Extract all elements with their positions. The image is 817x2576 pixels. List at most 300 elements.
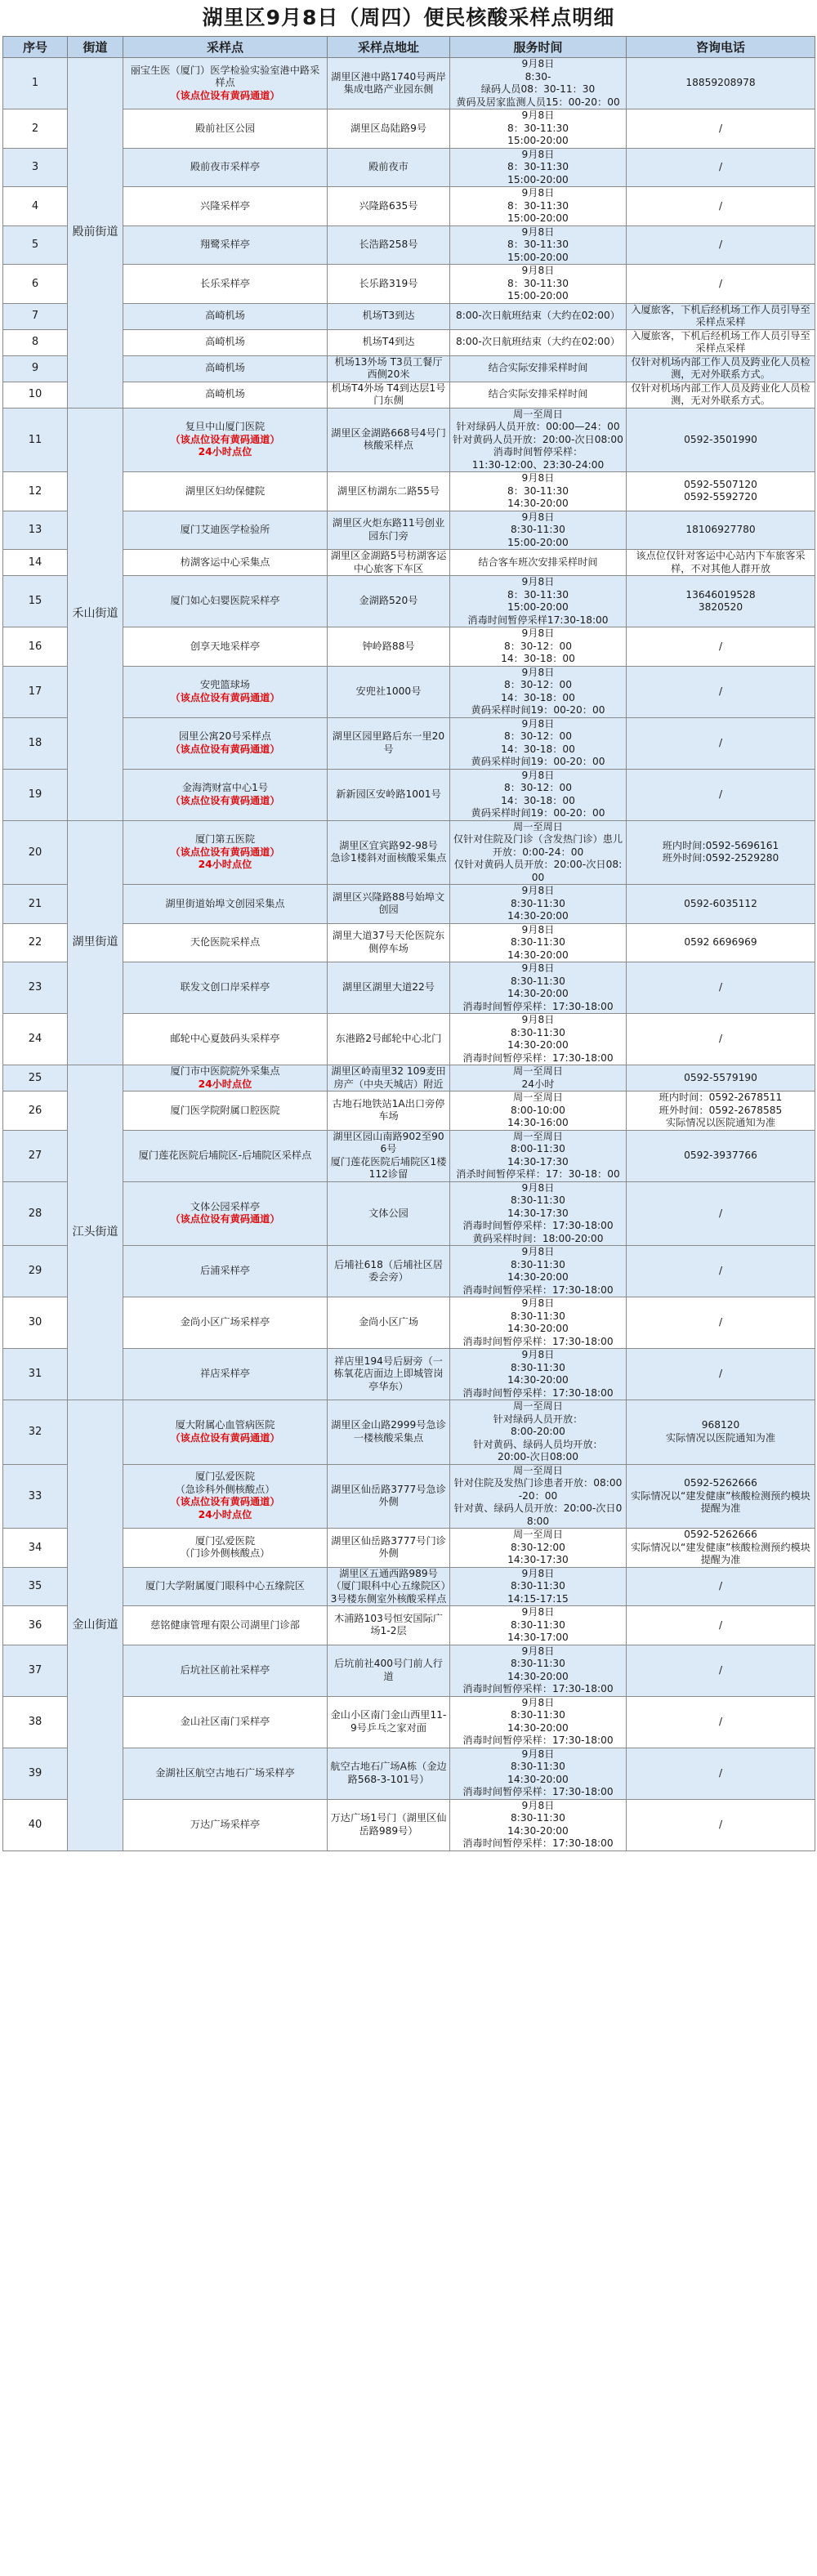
- cell-line: 金山小区南门金山西里11-9号乒乓之家对面: [330, 1709, 447, 1734]
- site-cell: [123, 1065, 328, 1092]
- site-cell: [123, 1748, 328, 1799]
- cell-line: 15:00-20:00: [507, 173, 569, 185]
- table-row: [3, 382, 815, 408]
- cell-line: 8：30-11:30: [507, 239, 569, 250]
- yellow-code-notice: （该点位设有黄码通道）: [170, 1496, 280, 1508]
- row-number: 5: [3, 225, 68, 265]
- address-cell: [328, 1349, 450, 1400]
- table-row: [3, 717, 815, 769]
- phone-cell: [627, 962, 815, 1014]
- cell-line: /: [718, 1663, 723, 1676]
- cell-line: 黄码采样时间：18:00-20:00: [472, 1232, 604, 1244]
- cell-line: 13646019528: [685, 588, 756, 600]
- cell-line: 8:30-11:30: [511, 1618, 565, 1631]
- service-time-cell: [450, 1696, 627, 1748]
- address-cell: [328, 1246, 450, 1297]
- cell-line: /: [718, 788, 723, 800]
- cell-line: 航空古地石广场A栋（金边路568-3-101号）: [330, 1761, 447, 1785]
- cell-line: /: [718, 1207, 723, 1219]
- row-number: 6: [3, 265, 68, 304]
- cell-line: /: [718, 685, 723, 697]
- cell-line: 急诊1楼斜对面核酸采集点: [330, 852, 447, 864]
- cell-line: 安兜篮球场: [200, 679, 250, 690]
- table-row: [3, 1400, 815, 1465]
- cell-line: 0592-5262666: [684, 1477, 757, 1489]
- cell-line: 长乐采样亭: [200, 277, 250, 289]
- cell-line: 18106927780: [685, 524, 756, 535]
- service-time-cell: [450, 1246, 627, 1297]
- cell-line: 厦门大学附属厦门眼科中心五缘院区: [145, 1580, 305, 1592]
- site-cell: [123, 1092, 328, 1131]
- cell-line: 班内时间：0592-2678511: [659, 1092, 783, 1103]
- cell-line: 园里公寓20号采样点: [178, 730, 271, 742]
- cell-line: 消毒时间暂停采样：17:30-18:00: [462, 1051, 614, 1064]
- row-number: 4: [3, 187, 68, 226]
- address-cell: [328, 550, 450, 576]
- yellow-code-notice: （该点位设有黄码通道）: [170, 743, 280, 755]
- table-row: [3, 1065, 815, 1092]
- cell-line: 金尚小区广场: [358, 1316, 419, 1328]
- phone-cell: [627, 666, 815, 717]
- address-cell: [328, 225, 450, 265]
- cell-line: 机场T4到达: [362, 336, 415, 348]
- sampling-table: [2, 36, 815, 1851]
- cell-line: 周一至周日: [513, 408, 563, 420]
- cell-line: 黄码采样时间19：00-20：00: [471, 807, 605, 819]
- site-cell: [123, 1529, 328, 1568]
- cell-line: 9月8日: [521, 1696, 555, 1708]
- phone-cell: [627, 1400, 815, 1465]
- cell-line: 8:30-11:30: [511, 1194, 565, 1206]
- site-cell: [123, 511, 328, 550]
- table-row: [3, 769, 815, 820]
- row-number: 32: [3, 1400, 68, 1465]
- cell-line: /: [718, 161, 723, 172]
- cell-line: 8：30-12：00: [503, 730, 573, 742]
- cell-line: 14:30-17:30: [507, 1155, 569, 1167]
- row-number: 16: [3, 627, 68, 667]
- service-time-cell: [450, 550, 627, 576]
- cell-line: 8:30-11:30: [511, 1761, 565, 1772]
- phone-cell: [627, 472, 815, 511]
- cell-line: 0592-3937766: [684, 1149, 757, 1161]
- cell-line: 该点位仅针对客运中心站内下车旅客采样，不对其他人群开放: [636, 550, 806, 574]
- row-number: 21: [3, 885, 68, 924]
- phone-cell: [627, 550, 815, 576]
- address-cell: [328, 820, 450, 885]
- cell-line: 9月8日: [521, 576, 555, 587]
- site-cell: [123, 1606, 328, 1645]
- yellow-code-notice: （该点位设有黄码通道）: [170, 1213, 280, 1225]
- cell-line: 黄码及居家监测人员15：00-20：00: [456, 96, 620, 108]
- phone-cell: [627, 1645, 815, 1696]
- service-time-cell: [450, 717, 627, 769]
- table-row: [3, 355, 815, 382]
- address-cell: [328, 576, 450, 627]
- cell-line: 8：30-11:30: [507, 199, 569, 212]
- cell-line: 8：30-11:30: [507, 484, 569, 497]
- table-row: [3, 225, 815, 265]
- cell-line: 8：30-12：00: [503, 640, 573, 652]
- cell-line: 绿码人员08：30-11：30: [480, 83, 596, 95]
- cell-line: 15:00-20:00: [507, 212, 569, 224]
- cell-line: 9月8日: [521, 58, 555, 69]
- table-row: [3, 1567, 815, 1606]
- table-row: [3, 265, 815, 304]
- cell-line: 消毒时间暂停采样：17:30-18:00: [462, 1386, 614, 1399]
- table-row: [3, 885, 815, 924]
- cell-line: 厦门弘爱医院: [194, 1534, 256, 1547]
- service-time-cell: [450, 1014, 627, 1065]
- service-time-cell: [450, 1529, 627, 1568]
- cell-line: 8:30-11:30: [511, 1361, 565, 1373]
- phone-cell: [627, 1529, 815, 1568]
- address-cell: [328, 148, 450, 187]
- header-address: 采样点地址: [328, 37, 450, 58]
- table-row: [3, 1529, 815, 1568]
- cell-line: 湖里区园里路后东一里20号: [332, 730, 445, 755]
- address-cell: [328, 1748, 450, 1799]
- site-cell: [123, 769, 328, 820]
- address-cell: [328, 769, 450, 820]
- yellow-code-notice: （该点位设有黄码通道）: [170, 433, 280, 445]
- cell-line: 安兜社1000号: [355, 685, 422, 697]
- yellow-code-notice: 24小时点位: [198, 859, 252, 870]
- phone-cell: [627, 1246, 815, 1297]
- row-number: 22: [3, 923, 68, 962]
- table-row: [3, 511, 815, 550]
- cell-line: 针对黄码、绿码人员均开放：: [473, 1438, 603, 1450]
- cell-line: 翔鹭采样亭: [200, 239, 250, 250]
- cell-line: 湖里区港中路1740号两岸集成电路产业园东侧: [331, 70, 446, 95]
- cell-line: 9月8日: [521, 1246, 555, 1257]
- cell-line: 结合实际安排采样时间: [488, 362, 588, 374]
- table-row: [3, 1464, 815, 1529]
- row-number: 30: [3, 1297, 68, 1349]
- row-number: 19: [3, 769, 68, 820]
- address-cell: [328, 1130, 450, 1181]
- table-row: [3, 1092, 815, 1131]
- cell-line: 机场13外场 T3员工餐厅西侧20米: [334, 355, 443, 380]
- cell-line: 14：30-18：00: [501, 794, 575, 806]
- site-cell: [123, 885, 328, 924]
- cell-line: 针对住院及发热门诊患者开放：08:00-20：00: [453, 1477, 623, 1502]
- cell-line: 9月8日: [521, 923, 555, 935]
- cell-line: 8:30-12:00: [511, 1541, 565, 1553]
- table-row: [3, 1606, 815, 1645]
- cell-line: 仅针对机场内部工作人员及跨业化人员检测，无对外联系方式。: [631, 382, 810, 406]
- cell-line: 高崎机场: [205, 388, 245, 400]
- site-cell: [123, 1400, 328, 1465]
- cell-line: 8:00-11:30: [511, 1143, 565, 1154]
- cell-line: 实际情况以“建发健康”核酸检测预约模块提醒为准: [631, 1541, 810, 1565]
- cell-line: 14:30-20:00: [507, 949, 569, 961]
- cell-line: 8:30-11:30: [511, 1658, 565, 1669]
- cell-line: 湖里区岭南里32 109麦田房产（中央天城店）附近: [331, 1065, 446, 1090]
- row-number: 36: [3, 1606, 68, 1645]
- table-row: [3, 550, 815, 576]
- cell-line: 殿前社区公园: [194, 122, 256, 134]
- table-row: [3, 1696, 815, 1748]
- phone-cell: [627, 1065, 815, 1092]
- cell-line: 金湖社区航空古地石广场采样亭: [155, 1766, 295, 1779]
- service-time-cell: [450, 885, 627, 924]
- row-number: 29: [3, 1246, 68, 1297]
- cell-line: 机场T3到达: [362, 310, 415, 322]
- service-time-cell: [450, 511, 627, 550]
- address-cell: [328, 885, 450, 924]
- header-phone: 咨询电话: [627, 37, 815, 58]
- cell-line: 湖里街道始埠文创园采集点: [165, 897, 285, 909]
- table-row: [3, 1748, 815, 1799]
- cell-line: （门诊外侧核酸点）: [180, 1547, 270, 1560]
- address-cell: [328, 109, 450, 149]
- service-time-cell: [450, 329, 627, 355]
- cell-line: 慈铭健康管理有限公司湖里门诊部: [150, 1618, 300, 1631]
- address-cell: [328, 1696, 450, 1748]
- row-number: 35: [3, 1567, 68, 1606]
- site-cell: [123, 1349, 328, 1400]
- service-time-cell: [450, 109, 627, 149]
- cell-line: 仅针对机场内部工作人员及跨业化人员检测，无对外联系方式。: [631, 355, 810, 380]
- cell-line: 15:00-20:00: [507, 251, 569, 263]
- cell-line: 万达广场采样亭: [190, 1818, 261, 1830]
- table-row: [3, 1246, 815, 1297]
- row-number: 27: [3, 1130, 68, 1181]
- site-cell: [123, 1130, 328, 1181]
- cell-line: 后坑社区前社采样亭: [180, 1663, 270, 1676]
- cell-line: 14:30-20:00: [507, 1374, 569, 1386]
- phone-cell: [627, 627, 815, 667]
- cell-line: 针对绿码人员开放：00:00—24：00: [456, 421, 620, 432]
- cell-line: 文体公园: [368, 1207, 408, 1219]
- phone-cell: [627, 1181, 815, 1246]
- site-cell: [123, 550, 328, 576]
- cell-line: 湖里区枋湖东二路55号: [337, 484, 440, 497]
- table-row: [3, 109, 815, 149]
- site-cell: [123, 1014, 328, 1065]
- cell-line: 湖里大道37号天伦医院东侧停车场: [332, 930, 445, 954]
- phone-cell: [627, 1014, 815, 1065]
- cell-line: 厦门市中医院院外采集点: [170, 1065, 280, 1077]
- address-cell: [328, 717, 450, 769]
- site-cell: [123, 1567, 328, 1606]
- cell-line: 15:00-20:00: [507, 536, 569, 548]
- cell-line: /: [718, 122, 723, 134]
- cell-line: 9月8日: [521, 885, 555, 896]
- row-number: 15: [3, 576, 68, 627]
- cell-line: 9月8日: [521, 1297, 555, 1309]
- cell-line: 8:00-10:00: [511, 1104, 565, 1116]
- cell-line: 东港路2号邮轮中心北门: [335, 1033, 442, 1045]
- phone-cell: [627, 303, 815, 329]
- cell-line: 0592-6035112: [684, 897, 757, 909]
- address-cell: [328, 1606, 450, 1645]
- address-cell: [328, 355, 450, 382]
- cell-line: 班外时间:0592-2529280: [662, 852, 779, 864]
- cell-line: 结合客车班次安排采样时间: [478, 556, 598, 568]
- site-cell: [123, 1181, 328, 1246]
- street-cell: 江头街道: [68, 1065, 123, 1400]
- site-cell: [123, 265, 328, 304]
- cell-line: 兴隆路635号: [359, 199, 418, 212]
- cell-line: 厦门医学院附属口腔医院: [170, 1104, 280, 1116]
- cell-line: 消毒时间暂停采样：17:30-18:00: [462, 1000, 614, 1012]
- cell-line: 15:00-20:00: [507, 601, 569, 613]
- cell-line: 厦门弘爱医院: [194, 1471, 256, 1483]
- service-time-cell: [450, 923, 627, 962]
- cell-line: 9月8日: [521, 717, 555, 730]
- phone-cell: [627, 1349, 815, 1400]
- service-time-cell: [450, 962, 627, 1014]
- phone-cell: [627, 511, 815, 550]
- table-row: [3, 58, 815, 109]
- service-time-cell: [450, 1400, 627, 1465]
- site-cell: [123, 303, 328, 329]
- cell-line: /: [718, 736, 723, 748]
- service-time-cell: [450, 303, 627, 329]
- cell-line: 厦大附属心血管病医院: [175, 1419, 275, 1431]
- cell-line: 14:30-20:00: [507, 988, 569, 999]
- cell-line: 黄码采样时间19：00-20：00: [471, 756, 605, 767]
- address-cell: [328, 265, 450, 304]
- address-cell: [328, 1092, 450, 1131]
- site-cell: [123, 148, 328, 187]
- phone-cell: [627, 148, 815, 187]
- table-row: [3, 666, 815, 717]
- cell-line: 湖里区金湖路5号枋湖客运中心旅客下车区: [330, 550, 447, 574]
- yellow-code-notice: 24小时点位: [198, 1078, 252, 1090]
- cell-line: 消毒时间暂停采样：17:30-18:00: [462, 1284, 614, 1296]
- service-time-cell: [450, 1130, 627, 1181]
- service-time-cell: [450, 265, 627, 304]
- phone-cell: [627, 820, 815, 885]
- row-number: 17: [3, 666, 68, 717]
- cell-line: 消毒时间暂停采样：17:30-18:00: [462, 1734, 614, 1746]
- cell-line: 仅针对住院及门诊（含发热门诊）患儿开放：0:00-24：00: [453, 833, 623, 858]
- service-time-cell: [450, 627, 627, 667]
- cell-line: 14:30-20:00: [507, 1670, 569, 1682]
- cell-line: 实际情况以医院通知为准: [665, 1431, 776, 1444]
- row-number: 28: [3, 1181, 68, 1246]
- cell-line: 古地石地铁站1A出口旁停车场: [332, 1097, 445, 1123]
- cell-line: 18859208978: [685, 77, 756, 89]
- site-cell: [123, 408, 328, 472]
- cell-line: 金山社区南门采样亭: [180, 1715, 270, 1727]
- site-cell: [123, 109, 328, 149]
- cell-line: 湖里区仙岳路3777号急诊外侧: [331, 1483, 446, 1508]
- address-cell: [328, 187, 450, 226]
- service-time-cell: [450, 58, 627, 109]
- table-row: [3, 472, 815, 511]
- table-row: [3, 1349, 815, 1400]
- cell-line: 9月8日: [521, 1014, 555, 1025]
- cell-line: 复旦中山厦门医院: [185, 421, 266, 432]
- address-cell: [328, 1529, 450, 1568]
- address-cell: [328, 666, 450, 717]
- cell-line: 针对黄、绿码人员开放：20:00-次日08:00: [453, 1502, 623, 1527]
- cell-line: /: [718, 1715, 723, 1727]
- cell-line: 8:30-: [525, 70, 551, 83]
- cell-line: 针对黄码人员开放：20:00-次日08:00: [453, 433, 623, 445]
- service-time-cell: [450, 187, 627, 226]
- cell-line: 14:30-20:00: [507, 1773, 569, 1785]
- cell-line: 8:30-11:30: [511, 1026, 565, 1038]
- cell-line: 后浦采样亭: [200, 1265, 250, 1277]
- table-row: [3, 329, 815, 355]
- address-cell: [328, 1065, 450, 1092]
- phone-cell: [627, 109, 815, 149]
- cell-line: 入厦旅客，下机后经机场工作人员引导至采样点采样: [631, 329, 810, 354]
- cell-line: 8:00-20:00: [511, 1426, 565, 1437]
- cell-line: 9月8日: [521, 109, 555, 121]
- table-row: [3, 187, 815, 226]
- cell-line: 15:00-20:00: [507, 290, 569, 301]
- cell-line: 9月8日: [521, 769, 555, 781]
- cell-line: 厦门第五医院: [194, 833, 256, 845]
- row-number: 24: [3, 1014, 68, 1065]
- cell-line: 钟岭路88号: [362, 640, 415, 652]
- row-number: 3: [3, 148, 68, 187]
- phone-cell: [627, 187, 815, 226]
- cell-line: 木浦路103号恒安国际广场1-2层: [334, 1612, 443, 1637]
- service-time-cell: [450, 1181, 627, 1246]
- cell-line: 8:30-11:30: [511, 1812, 565, 1824]
- cell-line: 创享天地采样亭: [190, 640, 261, 652]
- yellow-code-notice: （该点位设有黄码通道）: [170, 1431, 280, 1444]
- cell-line: 消毒时间暂停采样：17:30-18:00: [462, 1837, 614, 1849]
- cell-line: 消毒时间暂停采样：17:30-18:00: [462, 1683, 614, 1694]
- cell-line: 0592-3501990: [684, 433, 757, 445]
- site-cell: [123, 923, 328, 962]
- cell-line: 邮轮中心夏鼓码头采样亭: [170, 1033, 280, 1045]
- cell-line: 3820520: [698, 601, 743, 613]
- site-cell: [123, 1297, 328, 1349]
- phone-cell: [627, 885, 815, 924]
- cell-line: 班内时间:0592-5696161: [662, 839, 779, 851]
- site-cell: [123, 1464, 328, 1529]
- cell-line: 文体公园采样亭: [190, 1200, 261, 1212]
- service-time-cell: [450, 355, 627, 382]
- address-cell: [328, 329, 450, 355]
- cell-line: 9月8日: [521, 148, 555, 160]
- cell-line: 万达广场1号门（湖里区仙岳路989号）: [330, 1812, 447, 1837]
- cell-line: 金海湾财富中心1号: [181, 782, 269, 793]
- service-time-cell: [450, 769, 627, 820]
- cell-line: 湖里区湖里大道22号: [342, 981, 435, 993]
- cell-line: 24小时: [521, 1078, 555, 1090]
- phone-cell: [627, 1130, 815, 1181]
- street-cell: 殿前街道: [68, 58, 123, 408]
- cell-line: 周一至周日: [513, 1092, 563, 1103]
- site-cell: [123, 225, 328, 265]
- service-time-cell: [450, 1464, 627, 1529]
- service-time-cell: [450, 1645, 627, 1696]
- cell-line: 后坑前社400号门前人行道: [334, 1658, 443, 1682]
- row-number: 12: [3, 472, 68, 511]
- service-time-cell: [450, 820, 627, 885]
- cell-line: 8：30-11:30: [507, 277, 569, 289]
- cell-line: 周一至周日: [513, 1529, 563, 1540]
- cell-line: 后埔社618（后埔社区居委会旁）: [334, 1258, 443, 1283]
- cell-line: 湖里区兴隆路88号始埠文创园: [332, 891, 445, 916]
- cell-line: 仅针对黄码人员开放：20:00-次日08:00: [453, 859, 623, 883]
- service-time-cell: [450, 1092, 627, 1131]
- address-cell: [328, 962, 450, 1014]
- cell-line: 厦门莲花医院后埔院区-后埔院区采样点: [138, 1149, 312, 1161]
- cell-line: 14:30-20:00: [507, 1039, 569, 1051]
- cell-line: 14:30-20:00: [507, 1271, 569, 1283]
